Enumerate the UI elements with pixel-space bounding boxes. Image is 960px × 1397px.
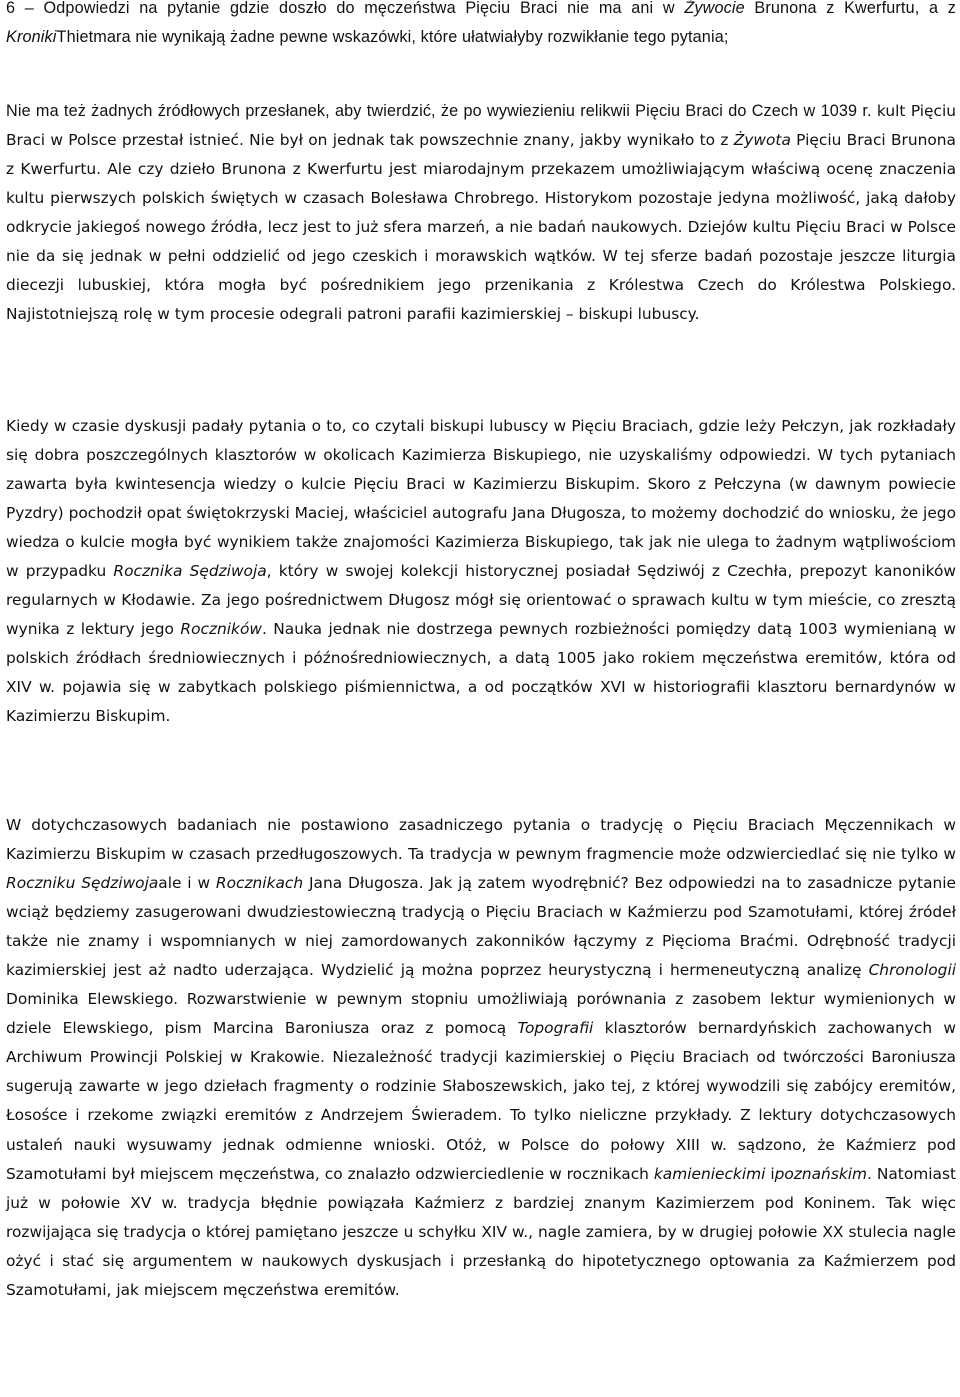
italic-title: Rocznikach: [215, 874, 304, 893]
text-segment: Thietmara nie wynikają żadne pewne wskazówki, które ułatwiałyby rozwikłanie tego pytania;: [56, 28, 729, 47]
text-segment: i: [765, 1164, 775, 1183]
italic-title: kamienieckimi: [653, 1164, 766, 1183]
text-segment: kult Pięciu Braci w Polsce przestał istnieć. Nie był on jednak tak powszechnie znany, jakby wynikało to z: [6, 102, 957, 150]
text-segment: Brunona z Kwerfurtu, a z: [744, 0, 956, 17]
italic-title: Żywota: [733, 131, 791, 150]
paragraph-discussion: [6, 412, 956, 732]
paragraph-intro: [6, 0, 956, 52]
text-segment: . Nauka jednak nie dostrzega pewnych rozbieżności pomiędzy datą 1003 wymienianą w polskich źródłach średniowiecznych i późnośredniowiecznych, a datą 1005 jako rokiem męczeństwa eremitów, która od XIV w. pojawia się w zabytkach polskiego piśmiennictwa, a od początków XVI w historiografii klasztoru bernardynów w Kazimierzu Biskupim.: [6, 620, 956, 726]
text-segment: Dominika Elewskiego. Rozwarstwienie w pewnym stopniu umożliwiają porównania z zasobem lektur wymienionych w dziele Elewskiego, pism Marcina Baroniusza oraz z pomocą: [6, 990, 956, 1038]
text-segment: klasztorów bernardyńskich zachowanych w Archiwum Prowincji Polskiej w Krakowie. Niezależność tradycji kazimierskiej o Pięciu Braciach od twórczości Baroniusza sugerują zawarte w jego dziełach fragmenty o rodzinie Słaboszewskich, jako tej, z której wywodzili się zabójcy eremitów, Łosośce i rzekome związki eremitów z Andrzejem Świeradem. To tylko nieliczne przykłady. Z lektury dotychczasowych ustaleń nauki wysuwamy jednak odmienne wnioski. Otóż, w Polsce do połowy XIII w. sądzono, że Kaźmierz pod Szamotułami był miejscem męczeństwa, co znalazło odzwierciedlenie w rocznikach: [6, 1019, 956, 1183]
italic-title: Rocznika Sędziwoja: [113, 562, 267, 581]
text-segment: W dotychczasowych badaniach nie postawiono zasadniczego pytania o tradycję o Pięciu Braciach Męczennikach w Kazimierzu Biskupim w czasach przedługoszowych. Ta tradycja w pewnym fragmencie może odzwierciedlać się nie tylko w: [6, 816, 956, 864]
italic-title: Kroniki: [6, 28, 57, 47]
italic-title: Żywocie: [684, 0, 745, 17]
italic-title: Roczniku Sędziwoja: [6, 874, 159, 893]
italic-title: Topografii: [517, 1019, 594, 1038]
paragraph-tradition: [6, 811, 956, 1305]
text-segment: ale i w: [158, 874, 216, 893]
text-segment: . Natomiast już w połowie XV w. tradycja błędnie powiązała Kaźmierz z bardziej znanym Kazimierzem pod Koninem. Tak więc rozwijająca się tradycja o której pamiętano jeszcze u schyłku XIV w., nagle zamiera, by w drugiej połowie XX stulecia nagle ożyć i stać się argumentem w naukowych dyskusjach i przesłanką do hipotetycznego optowania za Kaźmierzem pod Szamotułami, jak miejscem męczeństwa eremitów.: [6, 1164, 957, 1299]
text-segment: Jana Długosza. Jak ją zatem wyodrębnić? Bez odpowiedzi na to zasadnicze pytanie wciąż będziemy zasugerowani dwudziestowieczną tradycją o Pięciu Braciach w Kaźmierzu pod Szamotułami, której źródeł także nie znamy i wspomnianych w niej zamordowanych zakonników łączymy z Pięcioma Braćmi. Odrębność tradycji kazimierskiej jest aż nadto uderzająca. Wydzielić ją można poprzez heurystyczną i hermeneutyczną analizę: [6, 874, 956, 980]
text-segment: Kiedy w czasie dyskusji padały pytania o to, co czytali biskupi lubuscy w Pięciu Braciach, gdzie leży Pełczyn, jak rozkładały się dobra poszczególnych klasztorów w okolicach Kazimierza Biskupiego, nie uzyskaliśmy odpowiedzi. W tych pytaniach zawarta była kwintesencja wiedzy o kulcie Pięciu Braci w Kazimierzu Biskupim. Skoro z Pełczyna (w dawnym powiecie Pyzdry) pochodził opat świętokrzyski Maciej, właściciel autografu Jana Długosza, to możemy dochodzić do wniosku, że jego wiedza o kulcie mogła być wynikiem także znajomości Kazimierza Biskupiego, tak jak nie ulega to żadnym wątpliwościom w przypadku: [6, 417, 956, 581]
text-segment: Nie ma też żadnych źródłowych przesłanek, aby twierdzić, że po wywiezieniu relikwii Pięciu Braci do Czech w 1039 r.: [6, 102, 877, 120]
text-segment: , który w swojej kolekcji historycznej posiadał Sędziwój z Czechła, prepozyt kanoników regularnych w Kłodawie. Za jego pośrednictwem Długosz mógł się orientować o sprawach kultu w tym mieście, co zresztą wynika z lektury jego: [6, 562, 956, 639]
paragraph-relics: [6, 97, 956, 329]
text-segment: 6 – Odpowiedzi na pytanie gdzie doszło do męczeństwa Pięciu Braci nie ma ani w: [6, 0, 685, 17]
italic-title: Chronologii: [868, 961, 956, 980]
italic-title: Roczników: [180, 620, 262, 639]
text-segment: Pięciu Braci Brunona z Kwerfurtu. Ale czy dzieło Brunona z Kwerfurtu jest miarodajnym przekazem umożliwiającym właściwą ocenę znaczenia kultu pierwszych polskich świętych w czasach Bolesława Chrobrego. Historykom pozostaje jedyna możliwość, jaką dałoby odkrycie jakiegoś nowego źródła, lecz jest to już sfera marzeń, a nie badań naukowych. Dziejów kultu Pięciu Braci w Polsce nie da się jednak w pełni oddzielić od jego czeskich i morawskich wątków. W tej sferze badań pozostaje jeszcze liturgia diecezji lubuskiej, która mogła być pośrednikiem jego przenikania z Królestwa Czech do Królestwa Polskiego. Najistotniejszą rolę w tym procesie odegrali patroni parafii kazimierskiej – biskupi lubuscy.: [6, 131, 956, 324]
italic-title: poznańskim: [774, 1164, 868, 1183]
